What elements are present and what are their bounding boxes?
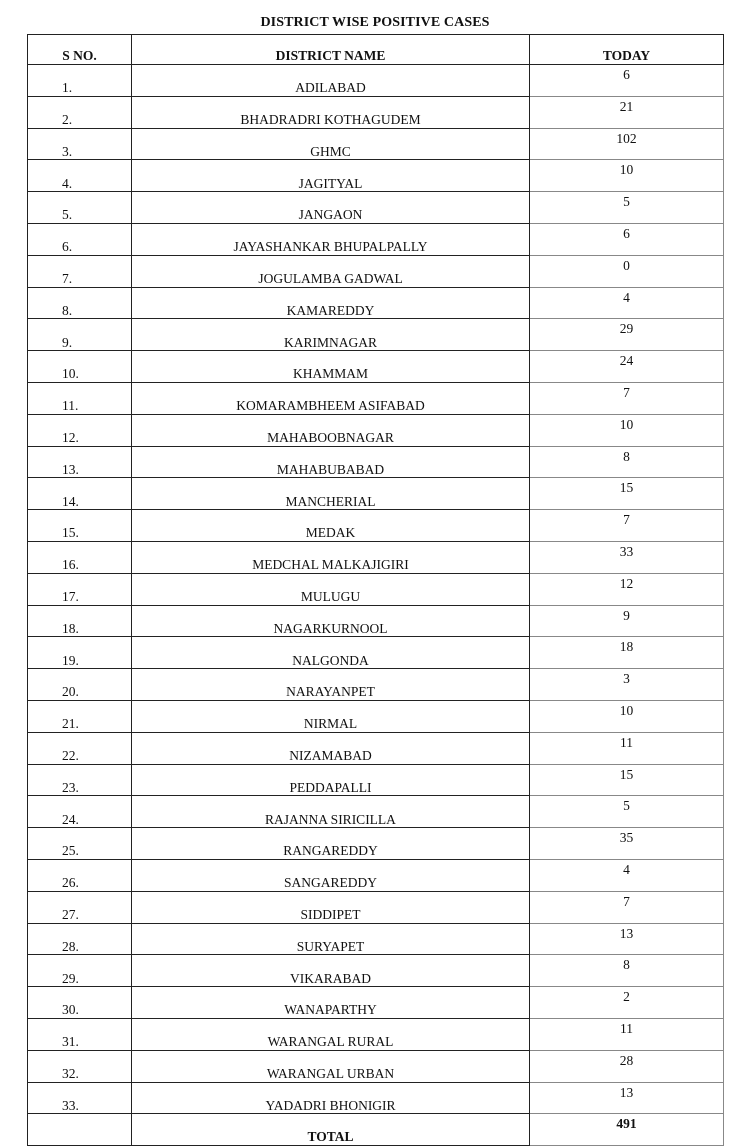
total-label-cell: TOTAL [132, 1114, 530, 1146]
today-cases-cell: 35 [530, 828, 724, 860]
today-cases-cell: 6 [530, 223, 724, 255]
sno-cell: 18. [28, 605, 132, 637]
sno-cell: 29. [28, 955, 132, 987]
district-name-cell: MULUGU [132, 573, 530, 605]
today-cases-cell: 10 [530, 160, 724, 192]
table-row [28, 223, 724, 255]
district-name-cell: JAGITYAL [132, 160, 530, 192]
table-row [28, 65, 724, 97]
district-name-cell: MEDAK [132, 510, 530, 542]
district-cases-table [27, 34, 724, 1146]
today-cases-cell: 10 [530, 700, 724, 732]
table-row [28, 510, 724, 542]
table-row [28, 732, 724, 764]
table-row [28, 637, 724, 669]
sno-cell: 32. [28, 1050, 132, 1082]
today-cases-cell: 12 [530, 573, 724, 605]
sno-cell: 8. [28, 287, 132, 319]
sno-cell: 12. [28, 414, 132, 446]
today-cases-cell: 2 [530, 987, 724, 1019]
district-name-cell: NIZAMABAD [132, 732, 530, 764]
sno-cell: 2. [28, 96, 132, 128]
table-row [28, 382, 724, 414]
sno-cell: 31. [28, 1018, 132, 1050]
today-cases-cell: 0 [530, 255, 724, 287]
table-row [28, 446, 724, 478]
sno-cell: 28. [28, 923, 132, 955]
district-name-cell: ADILABAD [132, 65, 530, 97]
sno-cell: 1. [28, 65, 132, 97]
table-row [28, 796, 724, 828]
header-sno: S NO. [28, 35, 132, 65]
sno-cell: 4. [28, 160, 132, 192]
sno-cell: 22. [28, 732, 132, 764]
today-cases-cell: 33 [530, 541, 724, 573]
sno-cell: 26. [28, 859, 132, 891]
sno-cell: 3. [28, 128, 132, 160]
table-row [28, 1018, 724, 1050]
sno-cell: 30. [28, 987, 132, 1019]
district-name-cell: BHADRADRI KOTHAGUDEM [132, 96, 530, 128]
sno-cell: 25. [28, 828, 132, 860]
sno-cell: 15. [28, 510, 132, 542]
header-row [28, 35, 724, 65]
district-name-cell: WARANGAL RURAL [132, 1018, 530, 1050]
today-cases-cell: 9 [530, 605, 724, 637]
district-name-cell: NIRMAL [132, 700, 530, 732]
district-name-cell: NAGARKURNOOL [132, 605, 530, 637]
district-name-cell: KARIMNAGAR [132, 319, 530, 351]
district-name-cell: KHAMMAM [132, 351, 530, 383]
sno-cell: 19. [28, 637, 132, 669]
table-row [28, 923, 724, 955]
table-row [28, 478, 724, 510]
header-district-name: DISTRICT NAME [132, 35, 530, 65]
today-cases-cell: 15 [530, 478, 724, 510]
today-cases-cell: 11 [530, 1018, 724, 1050]
table-row [28, 700, 724, 732]
district-name-cell: NALGONDA [132, 637, 530, 669]
today-cases-cell: 3 [530, 669, 724, 701]
today-cases-cell: 28 [530, 1050, 724, 1082]
table-row [28, 351, 724, 383]
today-cases-cell: 10 [530, 414, 724, 446]
table-row [28, 955, 724, 987]
sno-cell: 20. [28, 669, 132, 701]
sno-cell: 17. [28, 573, 132, 605]
table-row [28, 891, 724, 923]
total-row [28, 1114, 724, 1146]
district-name-cell: VIKARABAD [132, 955, 530, 987]
table-row [28, 605, 724, 637]
sno-cell: 16. [28, 541, 132, 573]
sno-cell: 11. [28, 382, 132, 414]
district-name-cell: GHMC [132, 128, 530, 160]
table-row [28, 255, 724, 287]
today-cases-cell: 15 [530, 764, 724, 796]
table-row [28, 160, 724, 192]
district-name-cell: RAJANNA SIRICILLA [132, 796, 530, 828]
sno-cell: 21. [28, 700, 132, 732]
table-row [28, 319, 724, 351]
today-cases-cell: 5 [530, 192, 724, 224]
table-row [28, 1050, 724, 1082]
district-name-cell: SIDDIPET [132, 891, 530, 923]
header-today: TODAY [530, 35, 724, 65]
today-cases-cell: 7 [530, 510, 724, 542]
table-row [28, 859, 724, 891]
table-row [28, 573, 724, 605]
sno-cell: 10. [28, 351, 132, 383]
today-cases-cell: 13 [530, 923, 724, 955]
sno-cell: 6. [28, 223, 132, 255]
today-cases-cell: 11 [530, 732, 724, 764]
today-cases-cell: 8 [530, 446, 724, 478]
district-name-cell: PEDDAPALLI [132, 764, 530, 796]
today-cases-cell: 4 [530, 287, 724, 319]
today-cases-cell: 5 [530, 796, 724, 828]
table-row [28, 414, 724, 446]
table-row [28, 1082, 724, 1114]
sno-cell: 13. [28, 446, 132, 478]
today-cases-cell: 18 [530, 637, 724, 669]
district-name-cell: SURYAPET [132, 923, 530, 955]
district-name-cell: KOMARAMBHEEM ASIFABAD [132, 382, 530, 414]
today-cases-cell: 6 [530, 65, 724, 97]
today-cases-cell: 29 [530, 319, 724, 351]
sno-cell: 14. [28, 478, 132, 510]
table-row [28, 541, 724, 573]
district-name-cell: MAHABOOBNAGAR [132, 414, 530, 446]
today-cases-cell: 7 [530, 891, 724, 923]
district-name-cell: NARAYANPET [132, 669, 530, 701]
district-name-cell: MEDCHAL MALKAJIGIRI [132, 541, 530, 573]
total-sno-cell [28, 1114, 132, 1146]
table-row [28, 987, 724, 1019]
district-name-cell: YADADRI BHONIGIR [132, 1082, 530, 1114]
sno-cell: 24. [28, 796, 132, 828]
sno-cell: 9. [28, 319, 132, 351]
table-row [28, 96, 724, 128]
today-cases-cell: 24 [530, 351, 724, 383]
sno-cell: 5. [28, 192, 132, 224]
district-name-cell: KAMAREDDY [132, 287, 530, 319]
district-name-cell: JOGULAMBA GADWAL [132, 255, 530, 287]
table-row [28, 669, 724, 701]
total-value-cell: 491 [530, 1114, 724, 1146]
district-name-cell: JANGAON [132, 192, 530, 224]
sno-cell: 33. [28, 1082, 132, 1114]
today-cases-cell: 21 [530, 96, 724, 128]
today-cases-cell: 102 [530, 128, 724, 160]
today-cases-cell: 8 [530, 955, 724, 987]
district-name-cell: SANGAREDDY [132, 859, 530, 891]
table-title: DISTRICT WISE POSITIVE CASES [260, 15, 490, 30]
today-cases-cell: 7 [530, 382, 724, 414]
today-cases-cell: 4 [530, 859, 724, 891]
table-row [28, 828, 724, 860]
table-body [28, 65, 724, 1114]
district-name-cell: RANGAREDDY [132, 828, 530, 860]
district-name-cell: WANAPARTHY [132, 987, 530, 1019]
district-name-cell: MAHABUBABAD [132, 446, 530, 478]
table-row [28, 192, 724, 224]
sno-cell: 23. [28, 764, 132, 796]
sno-cell: 27. [28, 891, 132, 923]
table-row [28, 128, 724, 160]
sno-cell: 7. [28, 255, 132, 287]
district-name-cell: WARANGAL URBAN [132, 1050, 530, 1082]
table-row [28, 764, 724, 796]
district-name-cell: JAYASHANKAR BHUPALPALLY [132, 223, 530, 255]
district-name-cell: MANCHERIAL [132, 478, 530, 510]
table-row [28, 287, 724, 319]
today-cases-cell: 13 [530, 1082, 724, 1114]
